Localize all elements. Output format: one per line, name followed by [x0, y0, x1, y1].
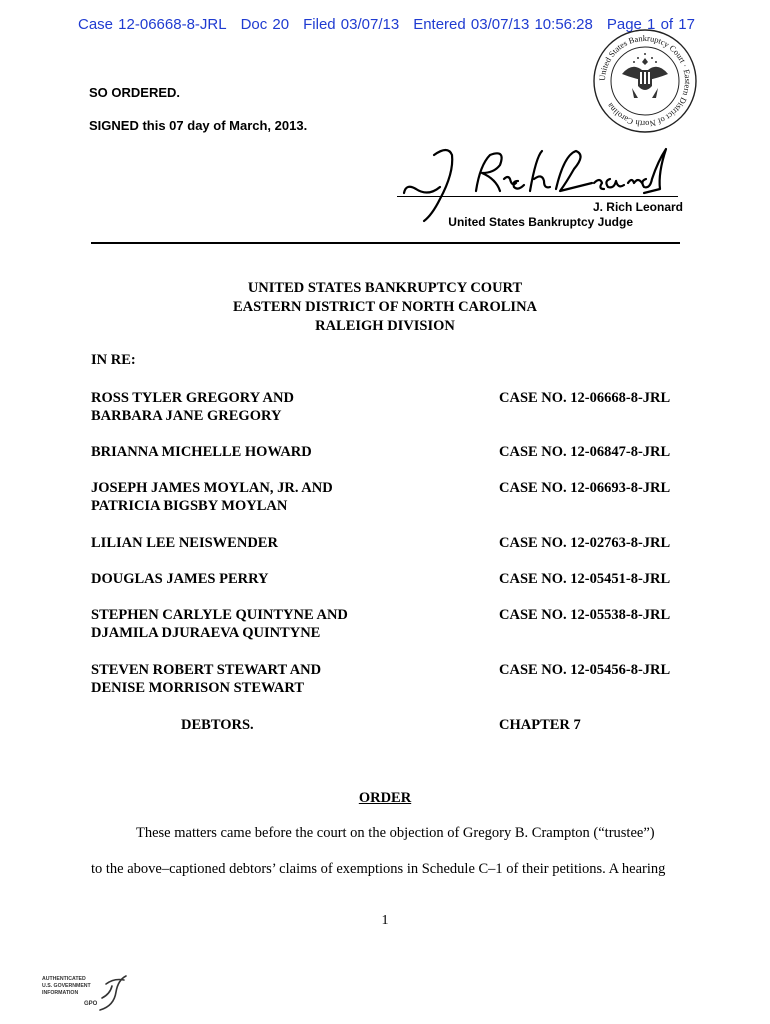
case-number: CASE NO. 12-05538-8-JRL [499, 607, 671, 623]
eagle-seal-icon [592, 28, 698, 134]
stamp-page: Page 1 of 17 [606, 16, 695, 33]
case-number: CASE NO. 12-06847-8-JRL [499, 444, 671, 460]
order-text-line: These matters came before the court on the objection of Gregory B. Crampton (“trustee”) [136, 825, 655, 841]
seal-ring-text: United States Bankruptcy Court · Eastern District of North Carolina [597, 33, 693, 129]
in-re-label: IN RE: [91, 352, 136, 368]
party-line-2: BARBARA JANE GREGORY [91, 408, 282, 424]
horizontal-rule [91, 242, 680, 244]
case-number: CASE NO. 12-06668-8-JRL [499, 390, 671, 406]
chapter-label: CHAPTER 7 [499, 717, 581, 733]
order-title: ORDER [358, 790, 412, 806]
case-party [91, 570, 269, 588]
debtors-label: DEBTORS. [181, 717, 254, 733]
party-line-1: LILIAN LEE NEISWENDER [91, 535, 278, 551]
case-party [91, 389, 294, 425]
party-line-2: PATRICIA BIGSBY MOYLAN [91, 498, 288, 514]
party-line-1: ROSS TYLER GREGORY AND [91, 390, 294, 406]
gpo-text: U.S. GOVERNMENT [42, 983, 91, 989]
case-number: CASE NO. 12-05451-8-JRL [499, 571, 671, 587]
gpo-authenticated-logo-icon [40, 972, 132, 1014]
case-number: CASE NO. 12-05456-8-JRL [499, 662, 671, 678]
party-line-1: JOSEPH JAMES MOYLAN, JR. AND [91, 480, 333, 496]
stamp-entered: Entered 03/07/13 10:56:28 [413, 16, 593, 33]
stamp-filed: Filed 03/07/13 [303, 16, 400, 33]
court-district: EASTERN DISTRICT OF NORTH CAROLINA [232, 299, 538, 315]
gpo-text: INFORMATION [42, 990, 79, 996]
case-number: CASE NO. 12-02763-8-JRL [499, 535, 671, 551]
case-party [91, 534, 278, 552]
gpo-text: GPO [84, 1001, 98, 1007]
party-line-1: BRIANNA MICHELLE HOWARD [91, 444, 312, 460]
stamp-case-number: Case 12-06668-8-JRL [78, 16, 227, 33]
party-line-2: DJAMILA DJURAEVA QUINTYNE [91, 625, 321, 641]
court-division: RALEIGH DIVISION [315, 318, 455, 334]
signature-line [397, 196, 678, 197]
party-line-1: DOUGLAS JAMES PERRY [91, 571, 269, 587]
party-line-1: STEPHEN CARLYLE QUINTYNE AND [91, 607, 348, 623]
case-party [91, 443, 312, 461]
so-ordered: SO ORDERED. [89, 85, 181, 100]
signed-date: SIGNED this 07 day of March, 2013. [89, 118, 308, 133]
gpo-text: AUTHENTICATED [42, 976, 86, 982]
judge-name: J. Rich Leonard [592, 200, 683, 214]
party-line-1: STEVEN ROBERT STEWART AND [91, 662, 322, 678]
case-number: CASE NO. 12-06693-8-JRL [499, 480, 671, 496]
case-party [91, 479, 333, 515]
stamp-doc: Doc 20 [240, 16, 290, 33]
party-line-2: DENISE MORRISON STEWART [91, 680, 305, 696]
case-party [91, 606, 348, 642]
page-number: 1 [381, 913, 389, 928]
judge-title: United States Bankruptcy Judge [448, 215, 633, 229]
case-party [91, 661, 321, 697]
court-name: UNITED STATES BANKRUPTCY COURT [247, 280, 523, 296]
order-text-line: to the above–captioned debtors’ claims of exemptions in Schedule C–1 of their petitions. A hearing [91, 861, 666, 877]
